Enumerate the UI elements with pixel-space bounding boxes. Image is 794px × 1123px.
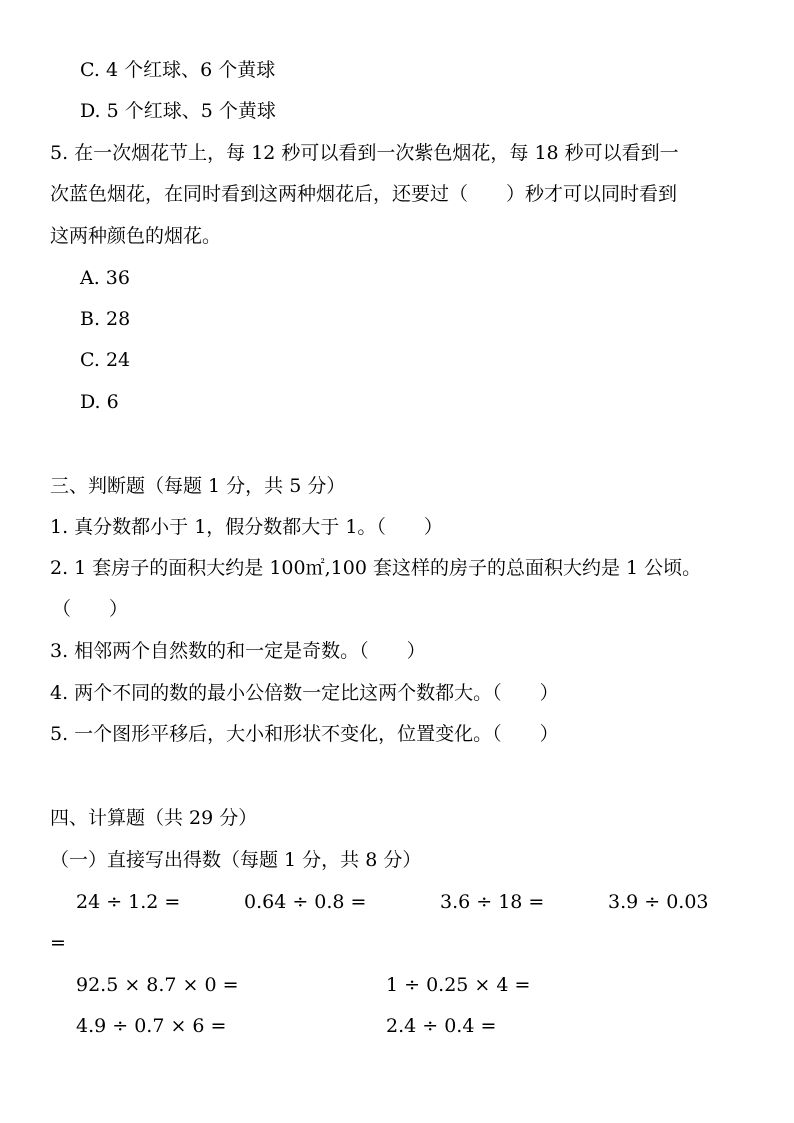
section4-title: 四、计算题（共 29 分）: [50, 807, 258, 829]
tf-item-2-answer-paren: （ ）: [52, 598, 129, 620]
tf-item-5: 5. 一个图形平移后，大小和形状不变化，位置变化。（ ）: [50, 723, 559, 745]
tf-item-1: 1. 真分数都小于 1，假分数都大于 1。（ ）: [50, 516, 443, 538]
q5-option-d: D. 6: [80, 391, 119, 413]
calc-5: 92.5 × 8.7 × 0 =: [76, 974, 239, 996]
q5-text-line2: 次蓝色烟花，在同时看到这两种烟花后，还要过（ ）秒才可以同时看到: [50, 183, 678, 205]
calc-2: 0.64 ÷ 0.8 =: [244, 891, 367, 913]
q5-option-b: B. 28: [80, 308, 131, 330]
q4-option-c: C. 4 个红球、6 个黄球: [80, 59, 276, 81]
q5-option-a: A. 36: [80, 267, 130, 289]
calc-4: 3.9 ÷ 0.03: [608, 891, 709, 913]
calc-7: 4.9 ÷ 0.7 × 6 =: [76, 1015, 227, 1037]
q4-option-d: D. 5 个红球、5 个黄球: [80, 100, 276, 122]
calc-3: 3.6 ÷ 18 =: [440, 891, 545, 913]
section3-title: 三、判断题（每题 1 分，共 5 分）: [50, 475, 346, 497]
tf-item-4: 4. 两个不同的数的最小公倍数一定比这两个数都大。（ ）: [50, 682, 559, 704]
q5-text-line3: 这两种颜色的烟花。: [50, 225, 222, 247]
calc-1: 24 ÷ 1.2 =: [76, 891, 181, 913]
section4-sub1-title: （一）直接写出得数（每题 1 分，共 8 分）: [50, 849, 422, 871]
q5-option-c: C. 24: [80, 349, 131, 371]
calc-8: 2.4 ÷ 0.4 =: [386, 1015, 497, 1037]
calc-6: 1 ÷ 0.25 × 4 =: [386, 974, 531, 996]
calc-4-equals: =: [50, 932, 66, 954]
tf-item-3: 3. 相邻两个自然数的和一定是奇数。（ ）: [50, 640, 426, 662]
q5-text-line1: 5. 在一次烟花节上，每 12 秒可以看到一次紫色烟花，每 18 秒可以看到一: [50, 142, 679, 164]
tf-item-2: 2. 1 套房子的面积大约是 100㎡,100 套这样的房子的总面积大约是 1 公顷。: [50, 557, 702, 579]
